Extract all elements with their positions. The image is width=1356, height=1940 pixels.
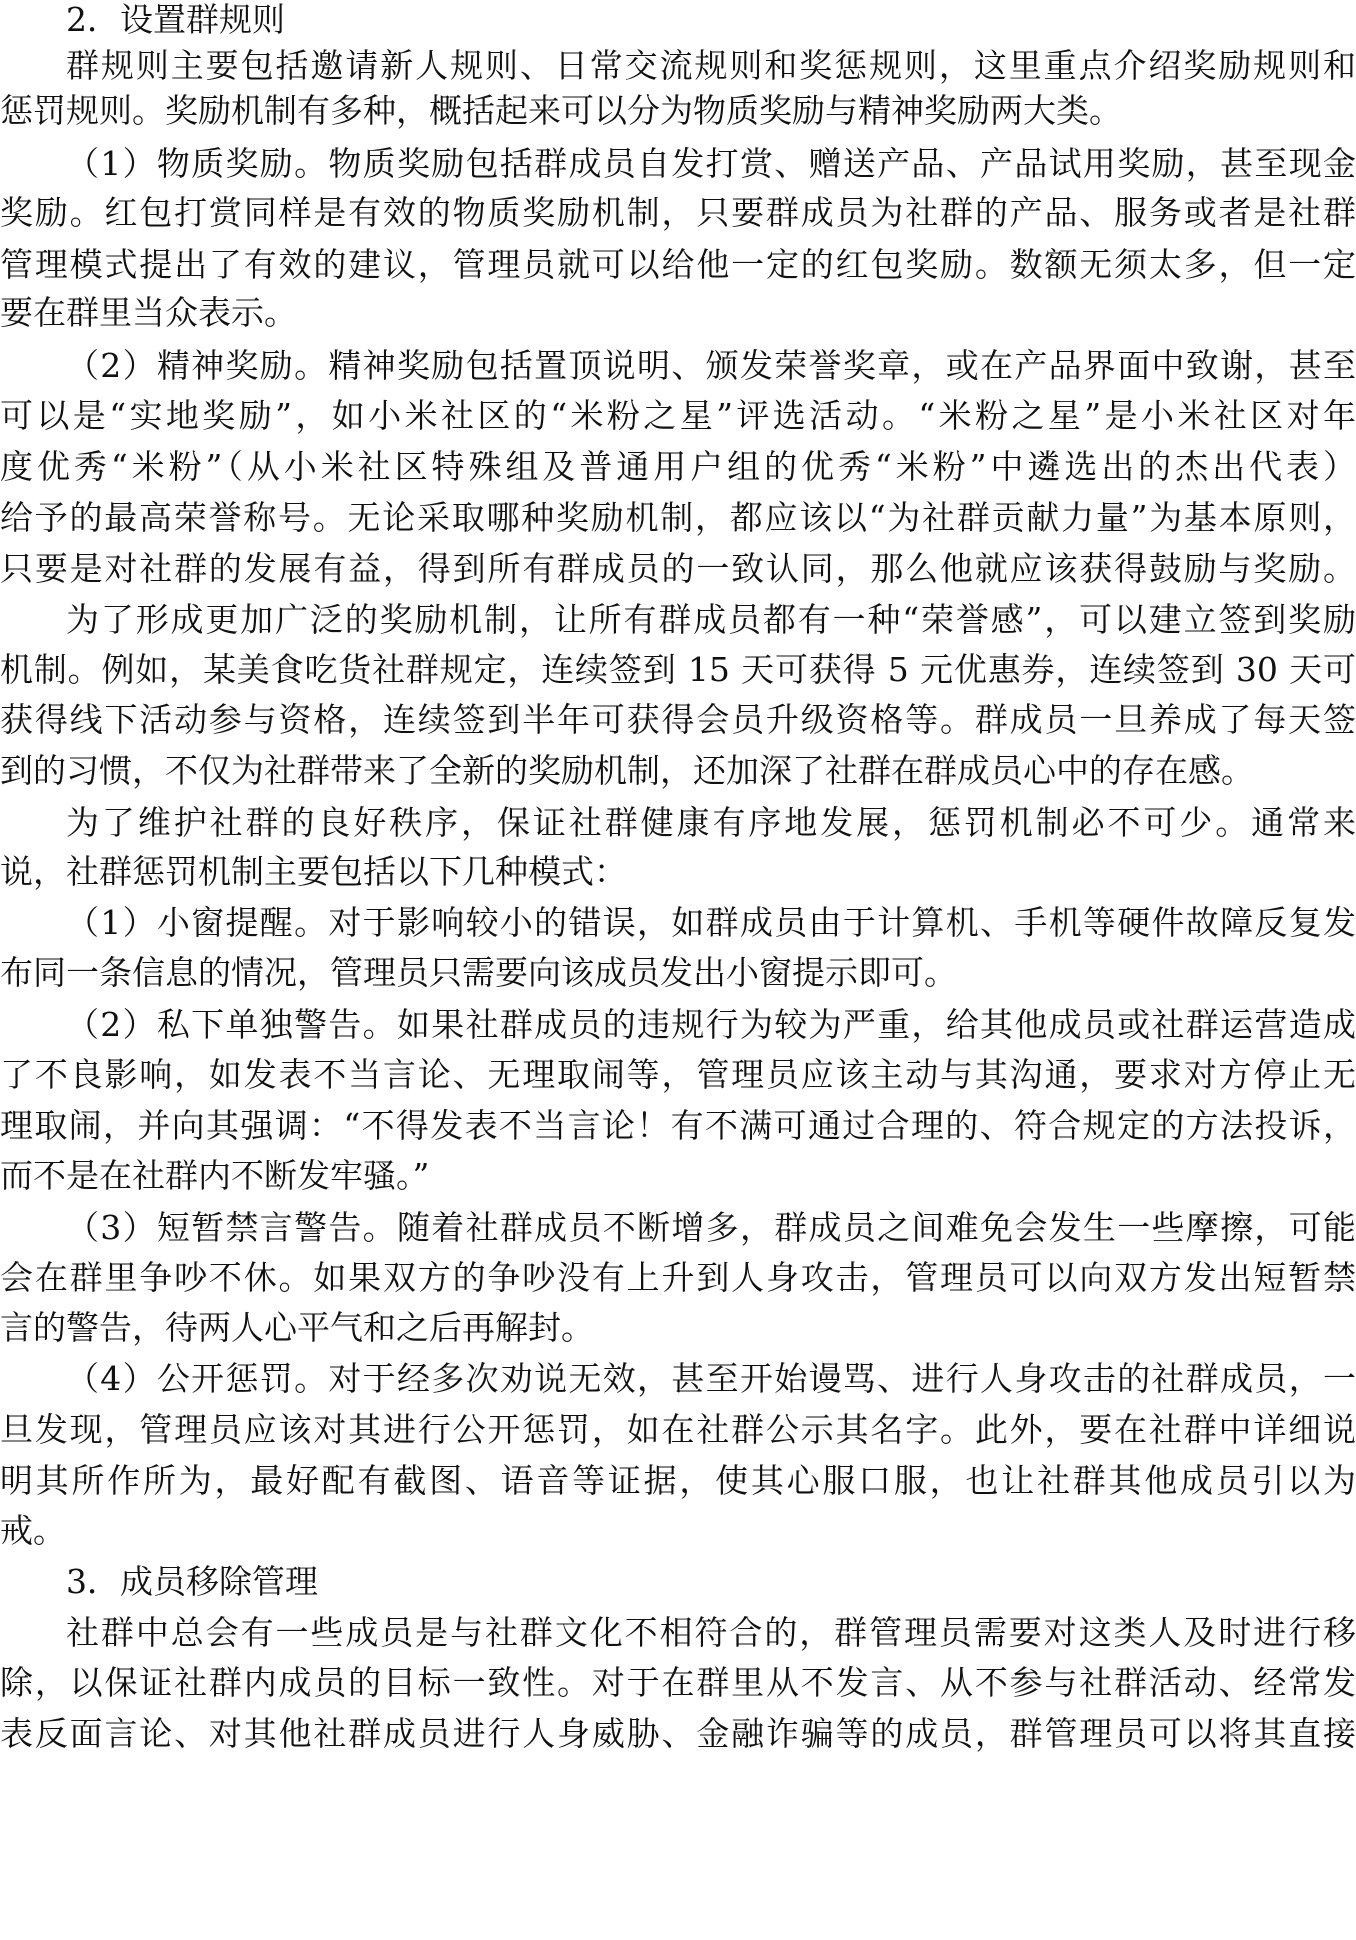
paragraph-line: 度优秀“米粉”（从小米社区特殊组及普通用户组的优秀“米粉”中遴选出的杰出代表）: [0, 447, 1356, 486]
paragraph-line: 戒。: [0, 1511, 66, 1550]
paragraph-line: 机制。例如，某美食吃货社群规定，连续签到 15 天可获得 5 元优惠券，连续签到 30 天可: [0, 650, 1356, 689]
paragraph-line: （2）精神奖励。精神奖励包括置顶说明、颁发荣誉奖章，或在产品界面中致谢，甚至: [66, 346, 1356, 385]
paragraph-line: 言的警告，待两人心平气和之后再解封。: [0, 1308, 594, 1347]
paragraph-line: （1）物质奖励。物质奖励包括群成员自发打赏、赠送产品、产品试用奖励，甚至现金: [66, 144, 1356, 183]
paragraph-line: 管理模式提出了有效的建议，管理员就可以给他一定的红包奖励。数额无须太多，但一定: [0, 245, 1356, 284]
paragraph-line: 为了形成更加广泛的奖励机制，让所有群成员都有一种“荣誉感”，可以建立签到奖励: [66, 600, 1356, 639]
paragraph-line: 会在群里争吵不休。如果双方的争吵没有上升到人身攻击，管理员可以向双方发出短暂禁: [0, 1258, 1356, 1297]
paragraph-line: （3）短暂禁言警告。随着社群成员不断增多，群成员之间难免会发生一些摩擦，可能: [66, 1208, 1356, 1247]
paragraph-line: 获得线下活动参与资格，连续签到半年可获得会员升级资格等。群成员一旦养成了每天签: [0, 700, 1356, 739]
paragraph-line: 给予的最高荣誉称号。无论采取哪种奖励机制，都应该以“为社群贡献力量”为基本原则，: [0, 498, 1356, 537]
paragraph-line: 了不良影响，如发表不当言论、无理取闹等，管理员应该主动与其沟通，要求对方停止无: [0, 1055, 1356, 1094]
paragraph-line: （4）公开惩罚。对于经多次劝说无效，甚至开始谩骂、进行人身攻击的社群成员，一: [66, 1359, 1356, 1398]
paragraph-line: 表反面言论、对其他社群成员进行人身威胁、金融诈骗等的成员，群管理员可以将其直接: [0, 1714, 1356, 1753]
paragraph-line: 只要是对社群的发展有益，得到所有群成员的一致认同，那么他就应该获得鼓励与奖励。: [0, 549, 1356, 588]
paragraph-line: 说，社群惩罚机制主要包括以下几种模式：: [0, 852, 627, 891]
paragraph-line: 要在群里当众表示。: [0, 293, 297, 332]
paragraph-line: 明其所作所为，最好配有截图、语音等证据，使其心服口服，也让社群其他成员引以为: [0, 1461, 1356, 1500]
paragraph-line: 而不是在社群内不断发牢骚。”: [0, 1156, 430, 1195]
paragraph-line: （1）小窗提醒。对于影响较小的错误，如群成员由于计算机、手机等硬件故障反复发: [66, 903, 1356, 942]
paragraph-line: 布同一条信息的情况，管理员只需要向该成员发出小窗提示即可。: [0, 953, 957, 992]
paragraph-line: 旦发现，管理员应该对其进行公开惩罚，如在社群公示其名字。此外，要在社群中详细说: [0, 1410, 1356, 1449]
section-heading: 3．成员移除管理: [66, 1562, 318, 1601]
paragraph-line: （2）私下单独警告。如果社群成员的违规行为较为严重，给其他成员或社群运营造成: [66, 1005, 1356, 1044]
paragraph-line: 除，以保证社群内成员的目标一致性。对于在群里从不发言、从不参与社群活动、经常发: [0, 1663, 1356, 1702]
paragraph-line: 惩罚规则。奖励机制有多种，概括起来可以分为物质奖励与精神奖励两大类。: [0, 91, 1122, 130]
paragraph-line: 奖励。红包打赏同样是有效的物质奖励机制，只要群成员为社群的产品、服务或者是社群: [0, 193, 1356, 232]
paragraph-line: 理取闹，并向其强调：“不得发表不当言论！有不满可通过合理的、符合规定的方法投诉，: [0, 1106, 1356, 1145]
section-heading: 2．设置群规则: [66, 0, 285, 39]
paragraph-line: 为了维护社群的良好秩序，保证社群健康有序地发展，惩罚机制必不可少。通常来: [66, 803, 1356, 842]
paragraph-line: 群规则主要包括邀请新人规则、日常交流规则和奖惩规则，这里重点介绍奖励规则和: [66, 46, 1356, 85]
paragraph-line: 社群中总会有一些成员是与社群文化不相符合的，群管理员需要对这类人及时进行移: [66, 1613, 1356, 1652]
paragraph-line: 到的习惯，不仅为社群带来了全新的奖励机制，还加深了社群在群成员心中的存在感。: [0, 751, 1254, 790]
paragraph-line: 可以是“实地奖励”，如小米社区的“米粉之星”评选活动。“米粉之星”是小米社区对年: [0, 396, 1356, 435]
